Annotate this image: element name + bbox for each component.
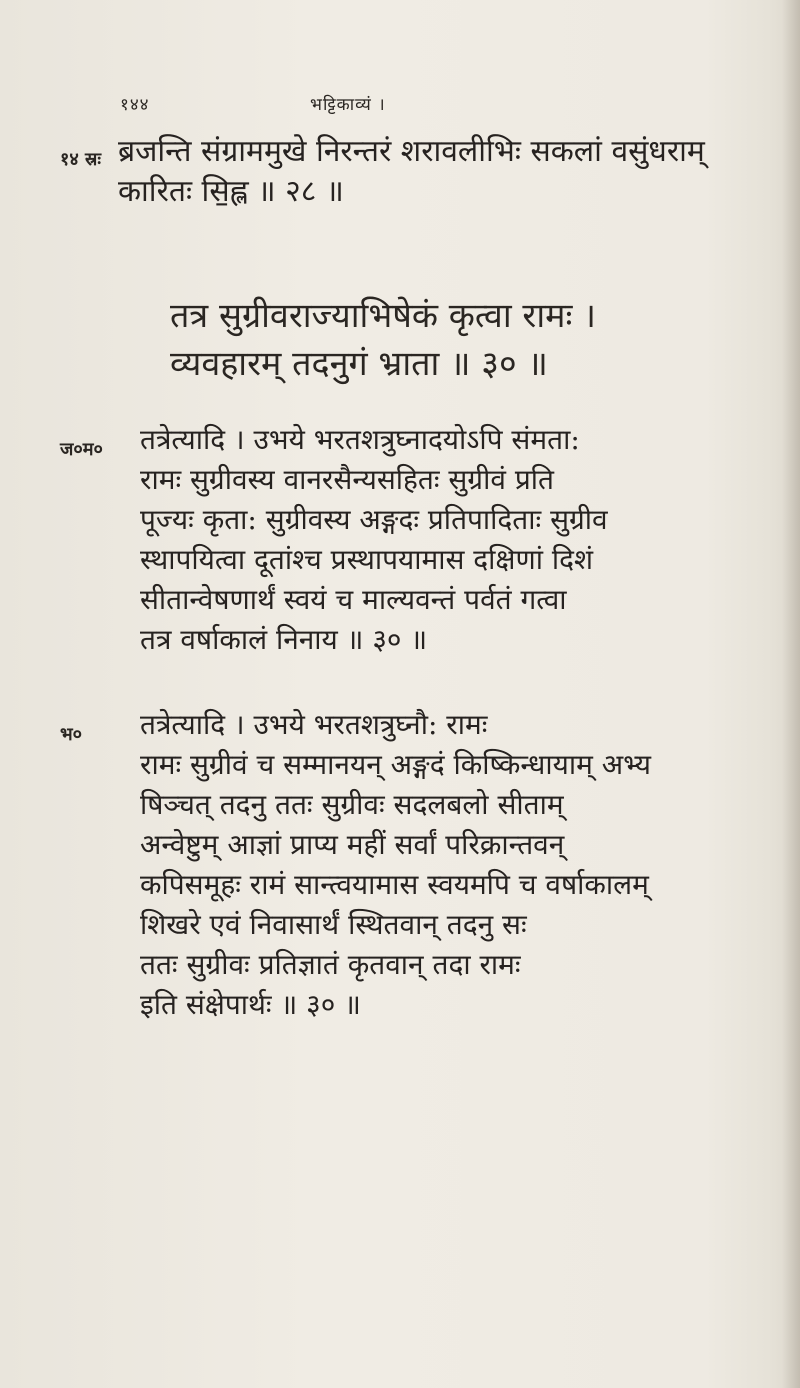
commentary-line: स्थापयित्वा दूतांश्च प्रस्थापयामास दक्षिणां दिशं xyxy=(140,543,594,576)
main-verse xyxy=(170,292,770,388)
main-verse-line: व्यवहारम् तदनुगं भ्राता ॥ ३० ॥ xyxy=(170,344,548,384)
intro-line: कारितः सि॒ह्ल ॥ २८ ॥ xyxy=(118,174,344,209)
main-verse-line: तत्र सुग्रीवराज्याभिषेकं कृत्वा रामः । xyxy=(170,296,597,336)
running-title: भट्टिकाव्यं । xyxy=(310,95,386,115)
commentary-line: तत्रेत्यादि । उभये भरतशत्रुघ्नादयोऽपि संमता: xyxy=(140,423,580,456)
intro-label: १४ स्रः xyxy=(60,149,101,170)
page-number: १४४ xyxy=(120,95,150,115)
commentary-line: ततः सुग्रीवः प्रतिज्ञातं कृतवान् तदा रामः xyxy=(140,948,521,981)
commentary-1-label: ज०म० xyxy=(60,439,103,460)
commentary-line: शिखरे एवं निवासार्थं स्थितवान् तदनु सः xyxy=(140,908,527,941)
commentary-block-2 xyxy=(60,705,780,1025)
commentary-line: तत्रेत्यादि । उभये भरतशत्रुघ्नौ: रामः xyxy=(140,708,488,741)
commentary-line: षिञ्चत् तदनु ततः सुग्रीवः सदलबलो सीताम् xyxy=(140,788,564,821)
commentary-line: तत्र वर्षाकालं निनाय ॥ ३० ॥ xyxy=(140,623,428,656)
commentary-line: पूज्यः कृता: सुग्रीवस्य अङ्गदः प्रतिपादिताः सुग्रीव xyxy=(140,503,608,536)
commentary-line: कपिसमूहः रामं सान्त्वयामास स्वयमपि च वर्षाकालम् xyxy=(140,868,649,901)
commentary-line: रामः सुग्रीवस्य वानरसैन्यसहितः सुग्रीवं प्रति xyxy=(140,463,554,496)
commentary-2-label: भ० xyxy=(60,724,83,745)
commentary-line: रामः सुग्रीवं च सम्मानयन् अङ्गदं किष्किन्धायाम् अभ्य xyxy=(140,748,652,781)
intro-line: ब्रजन्ति संग्राममुखे निरन्तरं शरावलीभिः सकलां वसुंधराम् xyxy=(118,134,705,169)
page-edge-shadow xyxy=(782,0,800,1388)
intro-verse-block xyxy=(60,132,780,212)
commentary-line: इति संक्षेपार्थः ॥ ३० ॥ xyxy=(140,988,361,1021)
commentary-block-1 xyxy=(60,420,780,660)
commentary-line: सीतान्वेषणार्थं स्वयं च माल्यवन्तं पर्वतं गत्वा xyxy=(140,583,567,616)
commentary-line: अन्वेष्टुम् आज्ञां प्राप्य महीं सर्वां परिक्रान्तवन् xyxy=(140,828,565,861)
